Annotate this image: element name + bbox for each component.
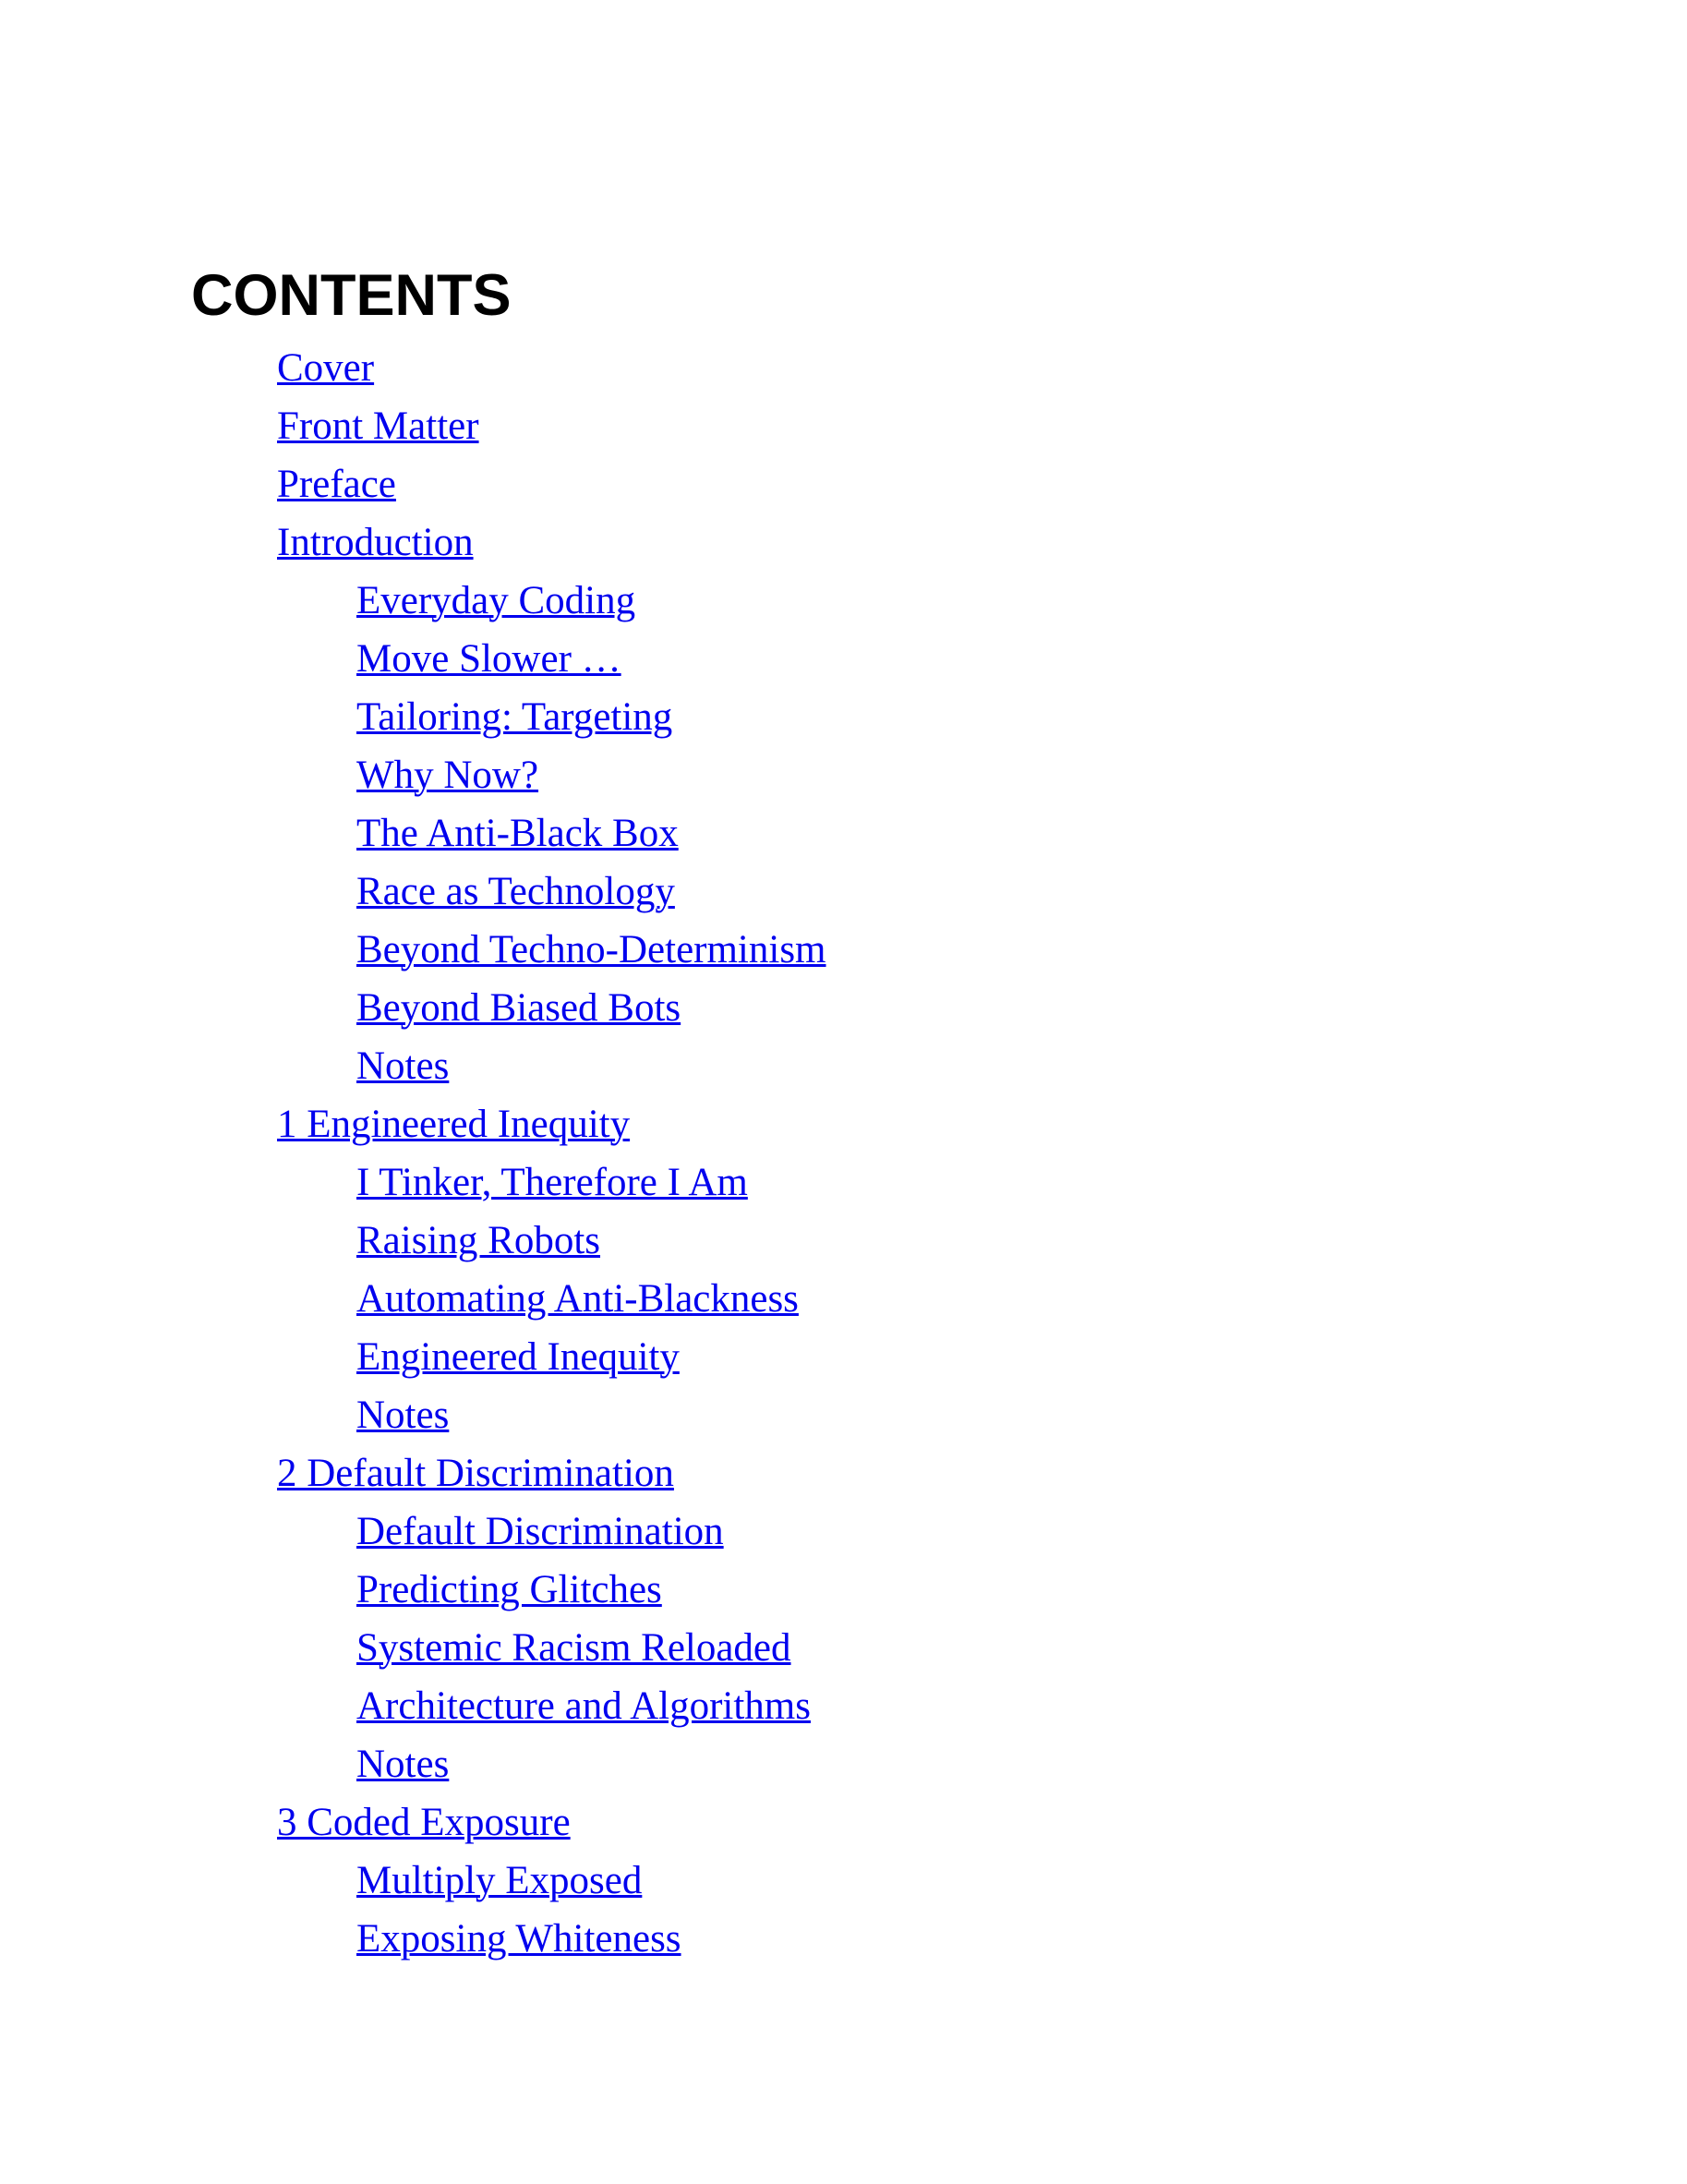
toc-item [0,1619,826,1677]
toc-link-25[interactable]: 3 Coded Exposure [277,1801,571,1844]
toc-item [0,1444,826,1502]
toc-item [0,513,826,572]
toc-item [0,455,826,513]
toc-item [0,339,826,397]
toc-link-10[interactable]: Beyond Techno-Determinism [356,928,826,971]
toc-item [0,397,826,455]
toc-link-9[interactable]: Race as Technology [356,870,675,913]
toc-item [0,746,826,804]
toc-item [0,1852,826,1910]
toc-link-21[interactable]: Predicting Glitches [356,1568,662,1611]
toc-item [0,1095,826,1153]
toc-link-24[interactable]: Notes [356,1743,450,1786]
toc-item [0,804,826,863]
toc-item [0,1910,826,1968]
toc-link-17[interactable]: Engineered Inequity [356,1335,680,1379]
toc-item [0,1502,826,1561]
toc-link-14[interactable]: I Tinker, Therefore I Am [356,1161,748,1204]
toc-link-3[interactable]: Introduction [277,521,474,564]
toc-item [0,863,826,921]
toc-item [0,630,826,688]
toc-link-12[interactable]: Notes [356,1044,450,1088]
toc-link-19[interactable]: 2 Default Discrimination [277,1452,674,1495]
toc-link-20[interactable]: Default Discrimination [356,1510,724,1553]
toc-link-13[interactable]: 1 Engineered Inequity [277,1103,631,1146]
toc-link-22[interactable]: Systemic Racism Reloaded [356,1626,791,1670]
toc-link-23[interactable]: Architecture and Algorithms [356,1684,811,1728]
toc-link-18[interactable]: Notes [356,1394,450,1437]
toc-link-0[interactable]: Cover [277,346,375,390]
contents-heading: CONTENTS [191,263,512,328]
toc-item [0,1677,826,1735]
toc-link-7[interactable]: Why Now? [356,754,539,797]
toc-link-6[interactable]: Tailoring: Targeting [356,695,673,739]
toc-link-26[interactable]: Multiply Exposed [356,1859,643,1902]
toc-link-1[interactable]: Front Matter [277,404,479,448]
toc-item [0,1561,826,1619]
toc-item [0,979,826,1037]
toc-link-8[interactable]: The Anti-Black Box [356,812,679,855]
toc-item [0,1793,826,1852]
toc-link-16[interactable]: Automating Anti-Blackness [356,1277,799,1321]
toc-item [0,1328,826,1386]
toc-link-4[interactable]: Everyday Coding [356,579,636,622]
toc-item [0,1037,826,1095]
toc-item [0,1735,826,1793]
toc-link-11[interactable]: Beyond Biased Bots [356,986,681,1030]
toc-item [0,1386,826,1444]
toc-item [0,1153,826,1212]
toc-item [0,1212,826,1270]
toc-link-27[interactable]: Exposing Whiteness [356,1917,681,1961]
toc-link-5[interactable]: Move Slower … [356,637,621,681]
toc-item [0,921,826,979]
toc-item [0,1270,826,1328]
toc-item [0,688,826,746]
toc-link-15[interactable]: Raising Robots [356,1219,601,1262]
table-of-contents [0,339,826,1968]
toc-link-2[interactable]: Preface [277,463,396,506]
toc-item [0,572,826,630]
